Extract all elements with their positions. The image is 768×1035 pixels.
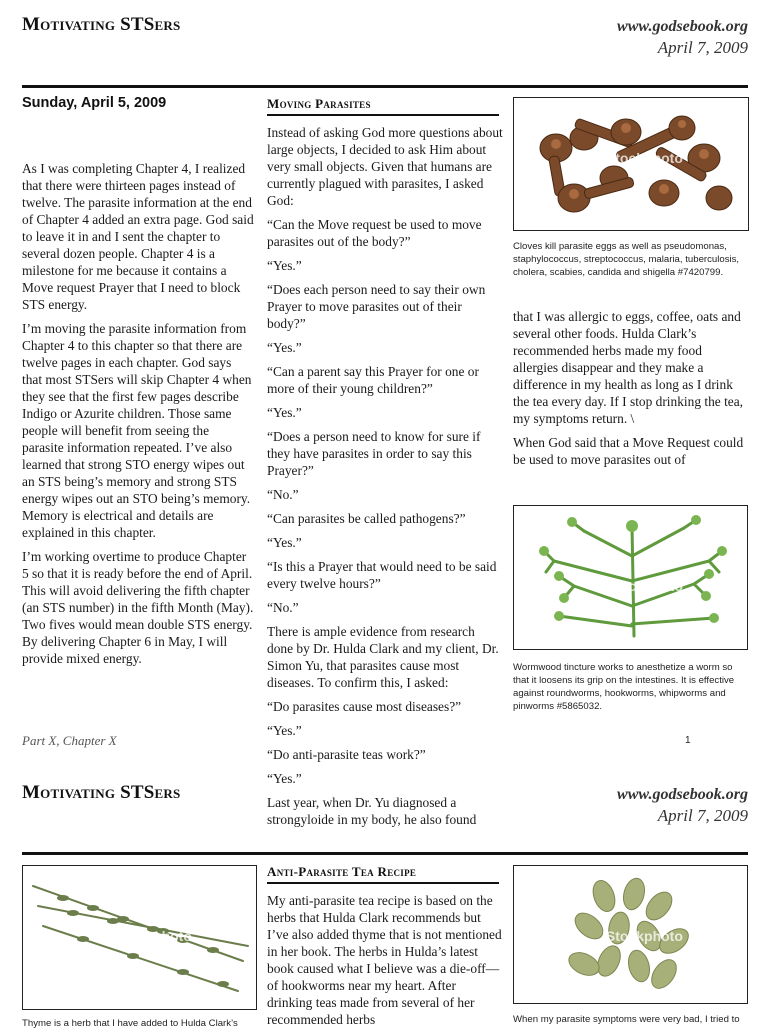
qa-line: “Yes.”: [267, 535, 302, 550]
page2-header-date: April 7, 2009: [657, 806, 748, 825]
qa-line: “Do parasites cause most diseases?”: [267, 699, 462, 714]
qa-line: “Yes.”: [267, 258, 302, 273]
qa-line: “Can the Move request be used to move parasites out of the body?”: [267, 217, 482, 249]
paragraph: There is ample evidence from research done by Dr. Hulda Clark and my client, Dr. Simon Yu, that parasites cause most diseases. To confirm this, I asked:: [267, 624, 499, 690]
qa-line: “Is this a Prayer that would need to be said every twelve hours?”: [267, 559, 497, 591]
qa-line: “Does each person need to say their own Prayer to move parasites out of their body?”: [267, 282, 486, 331]
section-heading-moving-parasites: Moving Parasites: [267, 96, 499, 116]
section-date-heading: Sunday, April 5, 2009: [22, 95, 167, 111]
image-watermark: iStockphoto: [602, 150, 683, 166]
image-watermark: iStockphoto: [111, 928, 192, 944]
qa-line: “Yes.”: [267, 340, 302, 355]
footer-chapter-label: Part X, Chapter X: [22, 733, 117, 748]
image-watermark: iStockphoto: [602, 928, 683, 944]
column-2: [267, 124, 503, 835]
thyme-caption: Thyme is a herb that I have added to Hulda Clark’s: [22, 1018, 238, 1029]
thyme-image: [22, 865, 257, 1010]
qa-line: “Can parasites be called pathogens?”: [267, 511, 466, 526]
cardamom-image: [513, 865, 748, 1004]
page2-header-site: www.godsebook.org: [617, 786, 748, 803]
image-watermark: iStockphoto: [602, 578, 683, 594]
column-1: [22, 160, 254, 674]
cloves-image: [513, 97, 749, 231]
qa-line: “Yes.”: [267, 405, 302, 420]
qa-block: [267, 216, 503, 616]
page1-header-site: www.godsebook.org: [617, 18, 748, 35]
cardamom-caption: When my parasite symptoms were very bad, I tried to: [513, 1014, 740, 1025]
wormwood-image: [513, 505, 748, 650]
paragraph: I’m moving the parasite information from Chapter 4 to this chapter so that there are twelve pages in each chapter. God says that most STSers will skip Chapter 4 when they see that the first few pages describe Indigo or Azurite children. Those same people will benefit from seeing the parasite information repeated. I’ve also learned that strong STO energy wipes out an STS being’s memory and strong STS energy wipes out an STO being’s memory. Memory is electrical and details are explained in this chapter.: [22, 321, 252, 540]
page1-header-date: April 7, 2009: [657, 38, 748, 57]
wormwood-caption: Wormwood tincture works to anesthetize a worm so that it loosens its grip on the intestines. It is effective against roundworms, hookworms, whipworms and pinworms #5865032.: [513, 662, 735, 712]
cloves-caption: Cloves kill parasite eggs as well as pseudomonas, staphylococcus, streptococcus, malaria, tuberculosis, cholera, scabies, candida and shigella #7420799.: [513, 241, 740, 278]
qa-line: “Yes.”: [267, 771, 302, 786]
page1-header-title: Motivating STSers: [22, 14, 181, 35]
paragraph: Instead of asking God more questions about large objects, I decided to ask Him about very small objects. Given that humans are currently plagued with parasites, I asked God:: [267, 125, 503, 208]
paragraph: My anti-parasite tea recipe is based on the herbs that Hulda Clark recommends but I’ve also added thyme that is not mentioned in her book. The herbs in Hulda’s latest book caused what I believe was a die-off—of hookworms near my heart. After drinking teas made from several of her recommended herbs: [267, 893, 502, 1027]
page1-header-rule: [22, 85, 748, 88]
paragraph: As I was completing Chapter 4, I realized that there were thirteen pages instead of twelve. The parasite information at the end of Chapter 4 added an extra page. God said to leave it in and I sent the chapter to several dozen people. Chapter 4 is a milestone for me because it contains a Move request Prayer that I need to block STS energy.: [22, 161, 254, 312]
qa-line: “Does a person need to know for sure if they have parasites in order to say this Prayer?”: [267, 429, 481, 478]
qa-line: “No.”: [267, 600, 299, 615]
section-heading-tea-recipe: Anti-Parasite Tea Recipe: [267, 864, 499, 884]
page-number: 1: [685, 735, 691, 746]
column-3: [513, 308, 749, 475]
paragraph: I’m working overtime to produce Chapter 5 so that it is ready before the end of April. This will avoid delivering the fifth chapter (an STS number) in the fifth Month (May). Two fives would mean double STS energy. By delivering Chapter 6 in May, I will provide mixed energy.: [22, 549, 254, 666]
qa-line: “Yes.”: [267, 723, 302, 738]
paragraph: Last year, when Dr. Yu diagnosed a strongyloide in my body, he also found: [267, 795, 477, 827]
page2-column-2: [267, 892, 503, 1035]
qa-line: “Do anti-parasite teas work?”: [267, 747, 426, 762]
qa-line: “No.”: [267, 487, 299, 502]
paragraph: that I was allergic to eggs, coffee, oats and several other foods. Hulda Clark’s recommended herbs made my food allergies disappear and they make a difference in my health as long as I drink the tea every day. If I stop drinking the tea, my symptoms return. \: [513, 309, 744, 426]
page2-header-title: Motivating STSers: [22, 782, 181, 803]
page2-header-rule: [22, 852, 748, 855]
paragraph: When God said that a Move Request could be used to move parasites out of: [513, 435, 744, 467]
qa-line: “Can a parent say this Prayer for one or more of their young children?”: [267, 364, 479, 396]
qa-block: [267, 698, 503, 787]
